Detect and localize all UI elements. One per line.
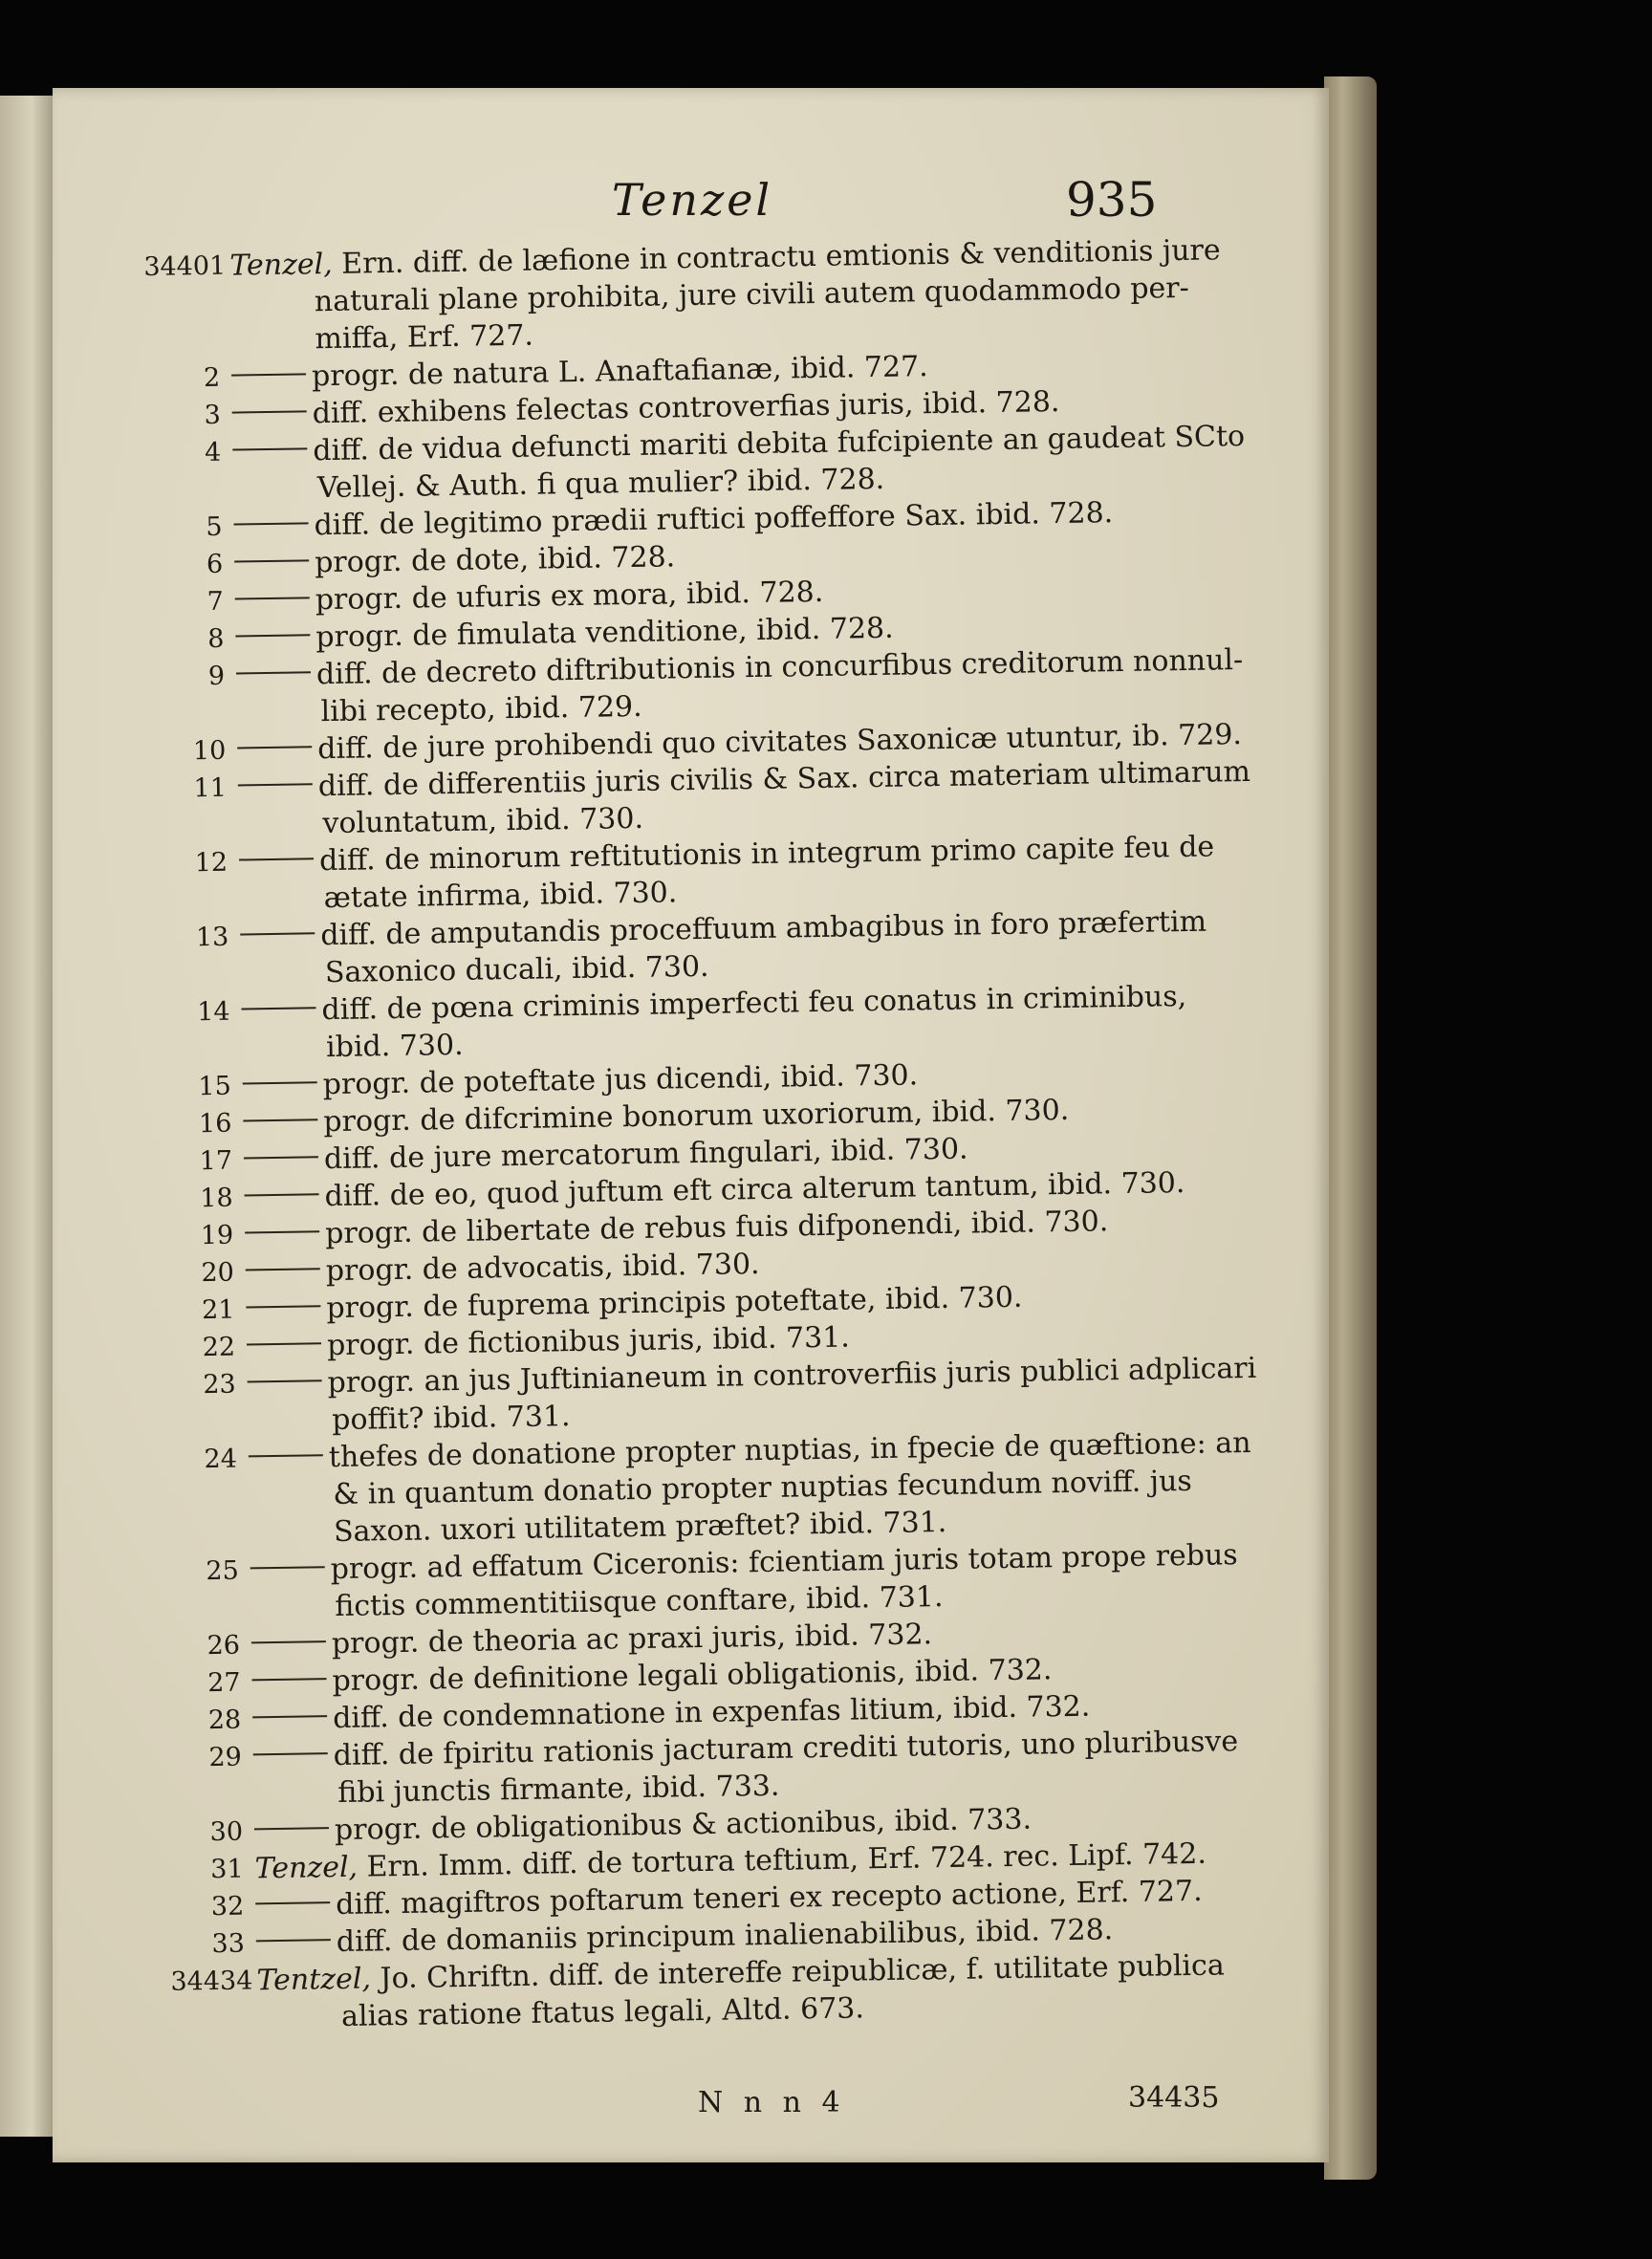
entry-line: alias ratione ftatus legali, Altd. 673.	[340, 1991, 865, 2033]
entry-line: progr. de fimulata venditione, ibid. 728.	[315, 611, 894, 655]
ditto-dash	[235, 634, 310, 637]
entry-number: 6	[206, 549, 224, 580]
entry-line: progr. de theoria ac praxi juris, ibid. 732.	[331, 1618, 933, 1662]
entry-number: 17	[199, 1145, 233, 1177]
entry-line: diff. de fpiritu rationis jacturam crediti tutoris, uno pluribusve	[333, 1725, 1239, 1773]
ditto-dash	[254, 1827, 329, 1830]
entry-line: diff. de eo, quod juftum eft circa alterum tantum, ibid. 730.	[324, 1166, 1185, 1214]
entry-line: progr. de difcrimine bonorum uxoriorum, ibid. 730.	[323, 1093, 1070, 1140]
ditto-dash	[236, 671, 311, 674]
entry-line: thefes de donatione propter nuptias, in fpecie de quæftione: an	[328, 1425, 1251, 1475]
entry-line: progr. de fuprema principis poteftate, ibid. 730.	[326, 1280, 1023, 1326]
entry-number: 18	[200, 1183, 233, 1214]
entry-line: progr. ad effatum Ciceronis: fcientiam juris totam prope rebus	[330, 1538, 1238, 1587]
entry-line: voluntatum, ibid. 730.	[322, 801, 644, 841]
entry-line: progr. de obligationibus & actionibus, ibid. 733.	[334, 1802, 1032, 1848]
entry-number: 21	[201, 1294, 235, 1326]
ditto-dash	[245, 1230, 319, 1233]
entry-number: 13	[195, 922, 229, 953]
entry-line: naturali plane prohibita, jure civili autem quodammodo per-	[314, 271, 1190, 319]
ditto-dash	[244, 1156, 318, 1159]
entry-line: progr. de poteftate jus dicendi, ibid. 730.	[322, 1058, 919, 1102]
page-number: 935	[1066, 172, 1158, 228]
entry-line: diff. de decreto diftributionis in concurfibus creditorum nonnul-	[315, 642, 1244, 692]
entry-line: diff. de vidua defuncti mariti debita fufcipiente an gaudeat SCto	[313, 419, 1246, 468]
ditto-dash	[247, 1342, 321, 1345]
entry-number: 15	[198, 1071, 232, 1102]
book-page	[53, 88, 1329, 2162]
entry-text	[229, 230, 1273, 358]
entry-number: 32	[210, 1891, 245, 1922]
ditto-dash	[241, 1007, 315, 1010]
entry-line: poffit? ibid. 731.	[331, 1400, 571, 1438]
entry-line: progr. an jus Juftinianeum in controverfiis juris publici adplicari	[327, 1351, 1257, 1401]
ditto-dash	[250, 1566, 325, 1569]
entry-line: diff. de minorum reftitutionis in integrum primo capite feu de	[318, 830, 1215, 879]
entry-number: 10	[192, 735, 227, 767]
entry-number: 9	[207, 661, 226, 691]
entry-line: diff. de legitimo prædii ruftici poffeffore Sax. ibid. 728.	[314, 496, 1114, 543]
entry-number: 26	[206, 1630, 241, 1662]
entry-line: Saxon. uxori utilitatem præftet? ibid. 731.	[333, 1505, 947, 1550]
entry-line: Ern. diff. de læfione in contractu emtionis & venditionis jure	[341, 233, 1221, 281]
ditto-dash	[243, 1081, 317, 1084]
entry-line: diff. de condemnatione in expenfas litium, ibid. 732.	[332, 1689, 1091, 1736]
ditto-dash	[246, 1268, 320, 1271]
entry-number: 3	[204, 400, 221, 431]
entry-line: diff. de domaniis principum inalienabilibus, ibid. 728.	[336, 1913, 1114, 1960]
entry-line: Ern. Imm. diff. de tortura teftium, Erf. 724. rec. Lipf. 742.	[366, 1836, 1207, 1884]
entry-number: 30	[209, 1816, 244, 1848]
entry-number: 25	[206, 1555, 239, 1587]
entry-line: progr. de natura L. Anaftafianæ, ibid. 727.	[311, 350, 928, 394]
ditto-dash	[231, 373, 306, 376]
book-spine	[1324, 76, 1377, 2180]
entry-line: Saxonico ducali, ibid. 730.	[324, 949, 709, 990]
entry-number: 34401	[143, 250, 227, 282]
entry-line: progr. de dote, ibid. 728.	[314, 540, 676, 580]
entry-line: fibi junctis firmante, ibid. 733.	[337, 1769, 780, 1811]
ditto-dash	[252, 1715, 327, 1718]
author-name: Tenzel,	[254, 1850, 359, 1886]
entry-line: miffa, Erf. 727.	[315, 318, 534, 357]
entry-number: 24	[204, 1444, 238, 1475]
page-footer	[53, 2081, 1329, 2134]
entry-number: 19	[200, 1220, 234, 1251]
ditto-dash	[234, 522, 309, 525]
ditto-dash	[248, 1379, 322, 1382]
entry-line: progr. de definitione legali obligationis, ibid. 732.	[332, 1653, 1053, 1699]
ditto-dash	[255, 1901, 330, 1904]
entry-number: 5	[206, 511, 223, 543]
entry-line: progr. de libertate de rebus fuis difponendi, ibid. 730.	[324, 1205, 1109, 1251]
entry-number: 31	[210, 1854, 244, 1885]
facing-page-edge	[0, 96, 54, 2137]
ditto-dash	[238, 783, 313, 786]
entry-number: 20	[201, 1257, 235, 1289]
entry-line: libi recepto, ibid. 729.	[320, 689, 642, 729]
ditto-dash	[246, 1305, 320, 1308]
entry-line: progr. de ufuris ex mora, ibid. 728.	[315, 575, 824, 618]
catchword: 34435	[1128, 2081, 1220, 2115]
entry-number: 4	[204, 437, 222, 468]
entry-text	[256, 1945, 1299, 2036]
ditto-dash	[237, 746, 312, 749]
ditto-dash	[245, 1193, 319, 1196]
list-item	[143, 230, 1273, 360]
entry-line: diff. de amputandis proceffuum ambagibus in foro præfertim	[320, 904, 1207, 953]
entry-line: diff. de pœna criminis imperfecti feu conatus in criminibus,	[321, 979, 1187, 1028]
ditto-dash	[232, 447, 307, 450]
entry-line: progr. de advocatis, ibid. 730.	[325, 1248, 760, 1289]
ditto-dash	[240, 932, 315, 935]
entry-line: fictis commentitiisque conftare, ibid. 731.	[335, 1580, 944, 1624]
bibliography-list	[143, 230, 1299, 2037]
entry-line: ætate infirma, ibid. 730.	[323, 876, 678, 916]
entry-line: diff. de jure prohibendi quo civitates Saxonicæ utuntur, ib. 729.	[316, 718, 1243, 767]
ditto-dash	[251, 1640, 326, 1643]
author-name: Tentzel,	[256, 1962, 372, 1998]
entry-number: 16	[198, 1108, 232, 1140]
entry-number: 8	[206, 623, 225, 654]
ditto-dash	[239, 858, 314, 860]
entry-number: 34434	[170, 1966, 253, 1997]
entry-number: 27	[206, 1667, 241, 1699]
entry-number: 2	[203, 362, 221, 394]
ditto-dash	[234, 559, 309, 562]
ditto-dash	[256, 1939, 331, 1942]
entry-number: 12	[194, 847, 228, 879]
entry-number: 23	[203, 1369, 236, 1401]
entry-number: 33	[211, 1928, 246, 1960]
entry-line: & in quantum donatio propter nuptias fecundum noviff. jus	[333, 1464, 1193, 1512]
running-head: Tenzel	[612, 174, 773, 226]
entry-line: diff. magiftros poftarum teneri ex recepto actione, Erf. 727.	[335, 1874, 1203, 1922]
entry-number: 28	[207, 1705, 242, 1736]
entry-line: Jo. Chriftn. diff. de intereffe reipublicæ, f. utilitate publica	[380, 1948, 1225, 1996]
signature-mark: N n n 4	[698, 2086, 846, 2119]
entry-number: 29	[208, 1742, 243, 1773]
entry-number: 11	[193, 772, 228, 804]
ditto-dash	[232, 410, 307, 413]
entry-line: diff. de jure mercatorum fingulari, ibid. 730.	[323, 1132, 968, 1177]
author-name: Tenzel,	[229, 247, 334, 283]
entry-line: progr. de fictionibus juris, ibid. 731.	[326, 1320, 851, 1363]
entry-text	[249, 1423, 1293, 1552]
ditto-dash	[249, 1454, 323, 1457]
list-item	[163, 1423, 1293, 1553]
entry-number: 14	[196, 996, 230, 1028]
ditto-dash	[235, 597, 310, 599]
entry-line: diff. de differentiis juris civilis & Sax. circa materiam ultimarum	[317, 754, 1251, 804]
ditto-dash	[243, 1119, 317, 1121]
ditto-dash	[252, 1678, 327, 1681]
entry-line: Vellej. & Auth. fi qua mulier? ibid. 728.	[316, 462, 885, 506]
entry-number: 22	[202, 1332, 236, 1363]
entry-number: 7	[206, 586, 225, 617]
entry-line: diff. exhibens felectas controverfias juris, ibid. 728.	[312, 384, 1060, 431]
entry-line: ibid. 730.	[325, 1028, 464, 1065]
ditto-dash	[253, 1752, 328, 1755]
